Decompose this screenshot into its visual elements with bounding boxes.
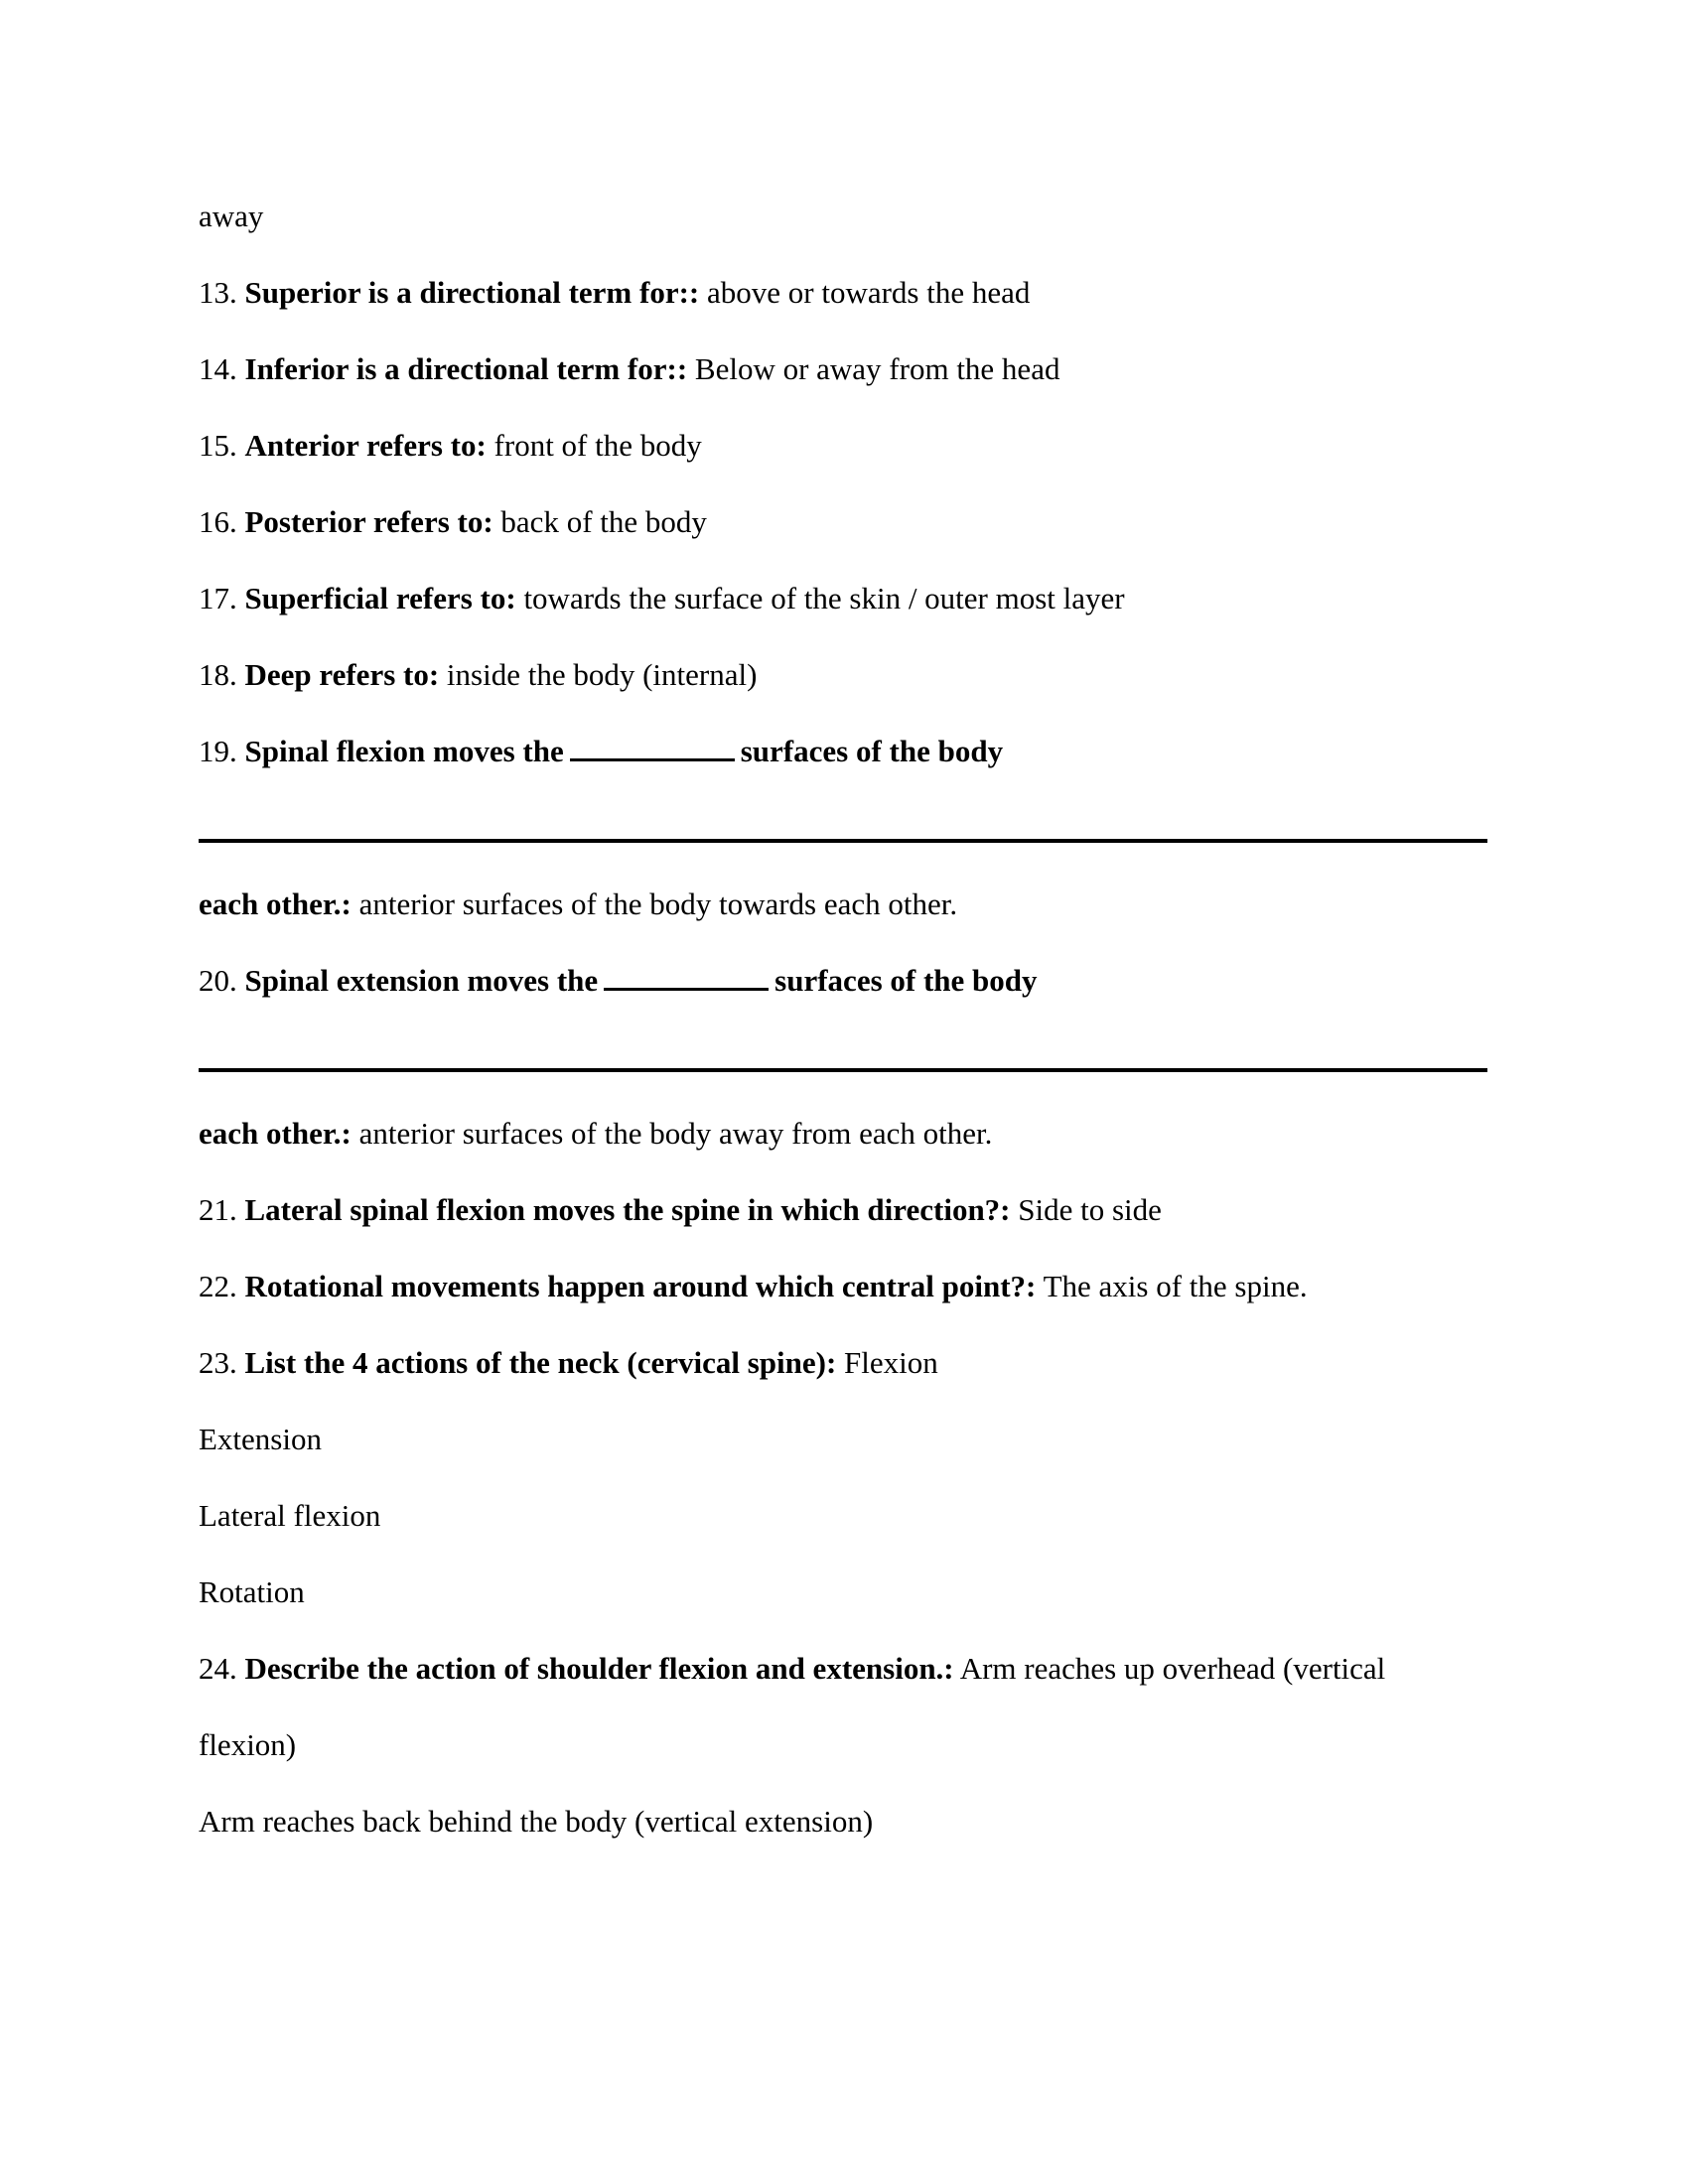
answer-text: flexion) (199, 1727, 297, 1762)
horizontal-rule (199, 839, 1487, 843)
question-number: 16. (199, 504, 237, 539)
answer-text: Rotation (199, 1574, 305, 1609)
question-text: each other.: (199, 1116, 352, 1151)
question-text: Posterior refers to: (244, 504, 493, 539)
question-text: Superficial refers to: (244, 581, 516, 615)
question-20 (199, 963, 1038, 999)
fill-in-blank (570, 737, 735, 761)
fill-in-blank (604, 966, 769, 991)
question-23 (199, 1345, 938, 1381)
answer-text: Arm reaches back behind the body (vertical extension) (199, 1804, 874, 1839)
answer-line (199, 1498, 380, 1534)
answer-text: back of the body (500, 504, 707, 539)
question-text: Inferior is a directional term for:: (244, 351, 688, 386)
question-number: 21. (199, 1192, 237, 1227)
answer-19 (199, 887, 957, 922)
answer-text: Extension (199, 1422, 322, 1456)
question-number: 20. (199, 963, 237, 998)
answer-text: The axis of the spine. (1043, 1269, 1308, 1303)
answer-text: Flexion (844, 1345, 938, 1380)
question-22 (199, 1269, 1308, 1304)
question-text: Spinal extension moves the (244, 963, 599, 998)
question-text: Deep refers to: (244, 657, 440, 692)
question-text-continued: surfaces of the body (774, 963, 1038, 998)
question-14 (199, 351, 1059, 387)
question-text: Anterior refers to: (244, 428, 487, 463)
answer-text: towards the surface of the skin / outer most layer (523, 581, 1125, 615)
question-text: Superior is a directional term for:: (244, 275, 700, 310)
question-number: 17. (199, 581, 237, 615)
answer-text: anterior surfaces of the body away from each other. (358, 1116, 993, 1151)
question-24 (199, 1651, 1385, 1687)
question-15 (199, 428, 702, 464)
question-text: each other.: (199, 887, 352, 921)
question-number: 24. (199, 1651, 237, 1686)
answer-text: inside the body (internal) (446, 657, 758, 692)
question-number: 23. (199, 1345, 237, 1380)
answer-line (199, 1422, 322, 1457)
question-text: Spinal flexion moves the (244, 734, 564, 768)
question-number: 18. (199, 657, 237, 692)
question-21 (199, 1192, 1162, 1228)
answer-text: away (199, 199, 264, 233)
answer-text: Below or away from the head (694, 351, 1060, 386)
answer-line (199, 1574, 305, 1610)
question-number: 15. (199, 428, 237, 463)
question-number: 22. (199, 1269, 237, 1303)
answer-text: Side to side (1018, 1192, 1162, 1227)
question-number: 19. (199, 734, 237, 768)
question-19 (199, 734, 1003, 769)
answer-20 (199, 1116, 992, 1152)
answer-text: anterior surfaces of the body towards each other. (358, 887, 958, 921)
question-text: List the 4 actions of the neck (cervical spine): (244, 1345, 837, 1380)
answer-text: front of the body (493, 428, 702, 463)
question-18 (199, 657, 757, 693)
question-16 (199, 504, 707, 540)
question-13 (199, 275, 1030, 311)
answer-text: above or towards the head (706, 275, 1031, 310)
answer-line (199, 1804, 873, 1840)
question-text: Describe the action of shoulder flexion and extension.: (244, 1651, 954, 1686)
question-text: Lateral spinal flexion moves the spine in which direction?: (244, 1192, 1011, 1227)
question-17 (199, 581, 1125, 616)
answer-line (199, 1727, 296, 1763)
continued-answer-line (199, 199, 263, 234)
question-text: Rotational movements happen around which central point?: (244, 1269, 1037, 1303)
question-text-continued: surfaces of the body (740, 734, 1004, 768)
answer-text: Arm reaches up overhead (vertical (959, 1651, 1386, 1686)
answer-text: Lateral flexion (199, 1498, 381, 1533)
horizontal-rule (199, 1068, 1487, 1072)
question-number: 13. (199, 275, 237, 310)
question-number: 14. (199, 351, 237, 386)
